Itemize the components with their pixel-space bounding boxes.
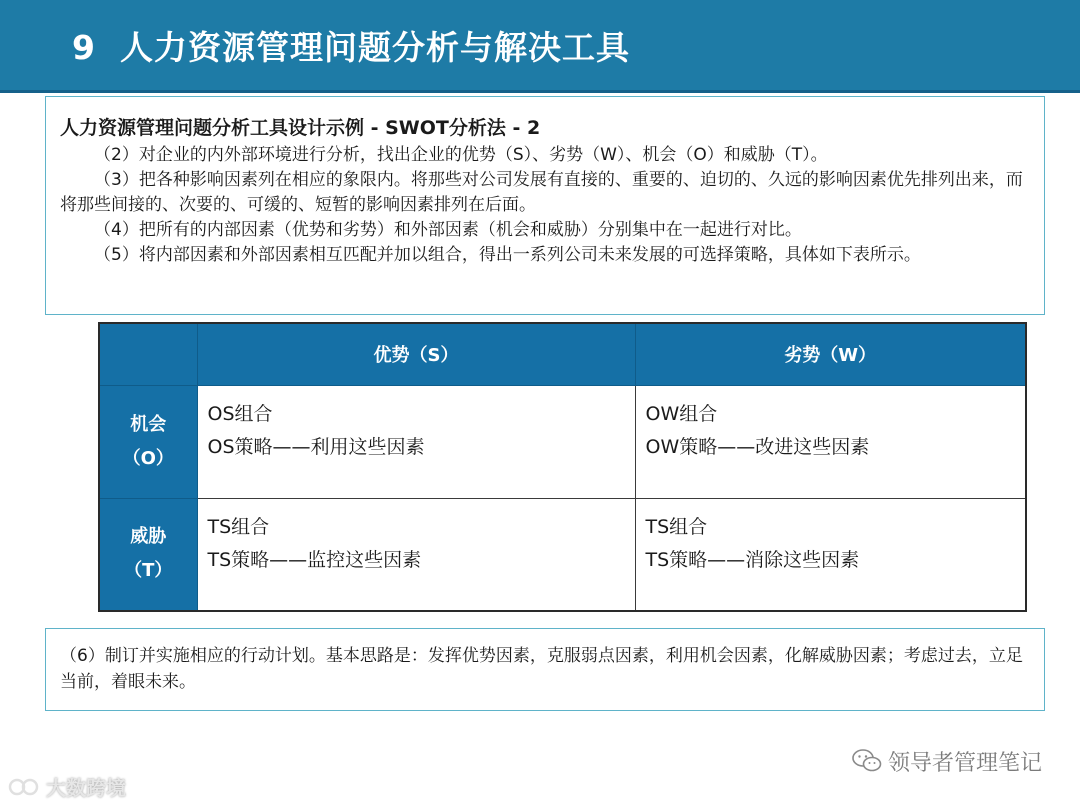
watermark-right (852, 746, 1042, 780)
section-number: 9 (72, 28, 96, 67)
column-header-strengths: 优势（S） (197, 323, 635, 385)
row-header-label: 机会 (130, 413, 167, 435)
cell-os (197, 385, 635, 498)
conclusion-box (45, 628, 1045, 711)
swot-table (98, 322, 1027, 612)
cell-ts (197, 498, 635, 611)
brand-logo-icon (8, 776, 42, 803)
table-header-row (99, 323, 1026, 385)
watermark-left-text: 大数跨境 (46, 776, 126, 800)
cell-strategy: TS策略——监控这些因素 (207, 548, 422, 571)
cell-combination: OS组合 (207, 402, 273, 425)
paragraph-3: （3）把各种影响因素列在相应的象限内。将那些对公司发展有直接的、重要的、迫切的、久远的影响因素优先排列出来，而将那些间接的、次要的、可缓的、短暂的影响因素排列在后面。 (60, 170, 1023, 215)
row-header-label: 威胁 (130, 526, 167, 548)
section-title: 人力资源管理问题分析与解决工具 (119, 28, 630, 67)
paragraph-5: （5）将内部因素和外部因素相互匹配并加以组合，得出一系列公司未来发展的可选择策略，具体如下表所示。 (94, 245, 921, 265)
title-bar (0, 0, 1080, 93)
cell-combination: TS组合 (207, 515, 270, 538)
cell-strategy: OW策略——改进这些因素 (645, 435, 870, 458)
cell-combination: OW组合 (645, 402, 718, 425)
table-row (99, 385, 1026, 498)
paragraph-4: （4）把所有的内部因素（优势和劣势）和外部因素（机会和威胁）分别集中在一起进行对比。 (94, 220, 802, 240)
watermark-left (8, 772, 126, 803)
wechat-icon (852, 748, 882, 780)
row-header-opportunities (99, 385, 197, 498)
cell-strategy: TS策略——消除这些因素 (645, 548, 860, 571)
watermark-right-text: 领导者管理笔记 (887, 751, 1042, 776)
paragraph-2: （2）对企业的内外部环境进行分析，找出企业的优势（S）、劣势（W）、机会（O）和威胁（T）。 (94, 145, 828, 165)
intro-title: 人力资源管理问题分析工具设计示例 - SWOT分析法 - 2 (60, 117, 541, 139)
intro-box (45, 96, 1045, 315)
corner-cell (99, 323, 197, 385)
column-header-weaknesses: 劣势（W） (635, 323, 1026, 385)
row-header-threats (99, 498, 197, 611)
cell-ow (635, 385, 1026, 498)
paragraph-6: （6）制订并实施相应的行动计划。基本思路是：发挥优势因素，克服弱点因素，利用机会因素，化解威胁因素；考虑过去，立足当前，着眼未来。 (60, 646, 1023, 692)
row-header-code: （O） (122, 447, 174, 469)
table-row (99, 498, 1026, 611)
page-title (72, 22, 630, 69)
cell-strategy: OS策略——利用这些因素 (207, 435, 425, 458)
row-header-code: （T） (124, 560, 173, 582)
cell-combination: TS组合 (645, 515, 708, 538)
cell-tw (635, 498, 1026, 611)
